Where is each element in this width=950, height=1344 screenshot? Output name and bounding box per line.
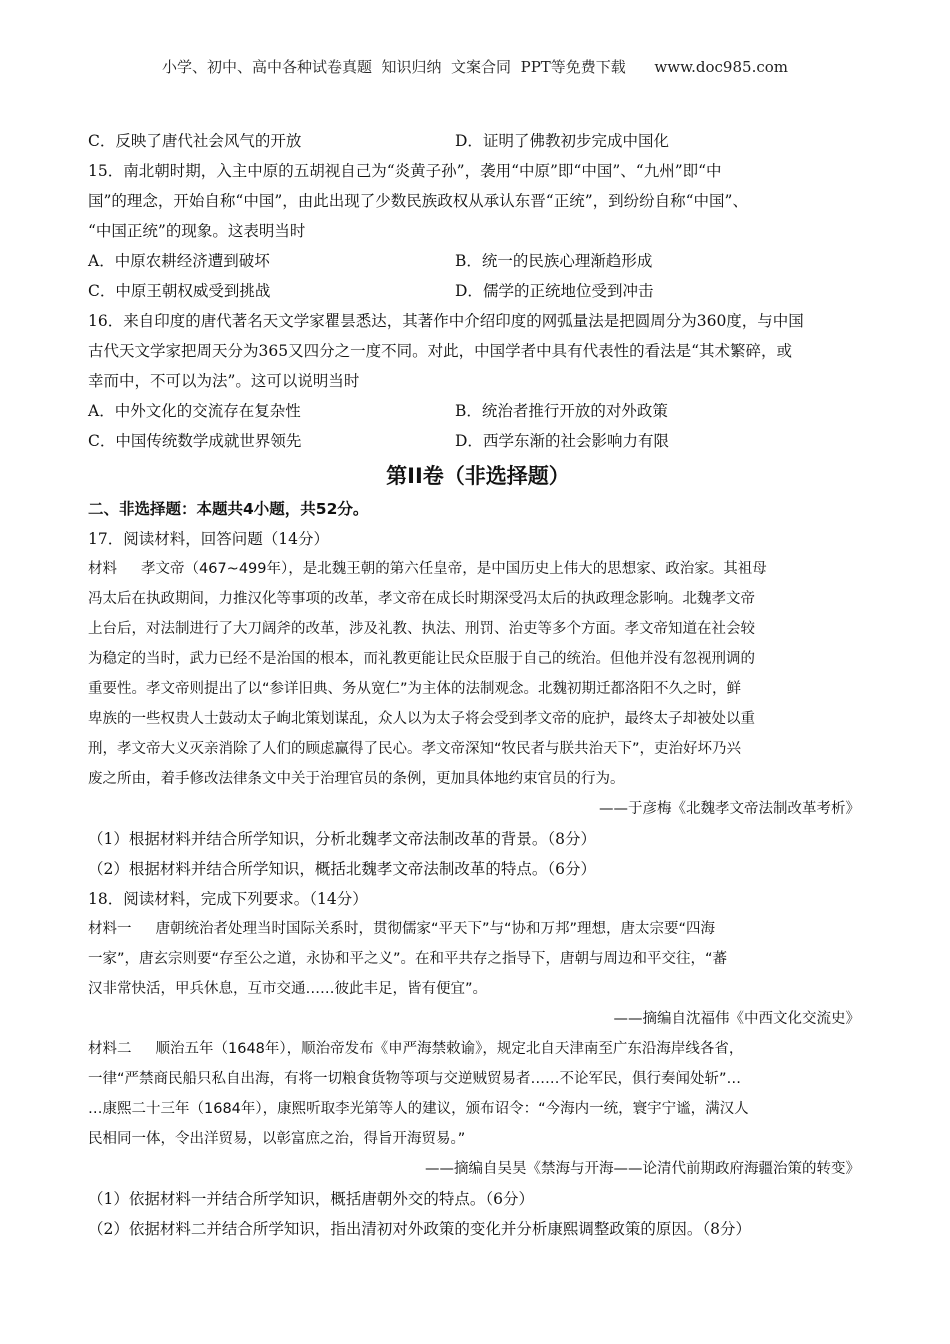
q16-options-row: [88, 426, 868, 456]
q16-option-b[interactable]: B．统治者推行开放的对外政策: [455, 402, 668, 420]
q16-options-row: [88, 396, 868, 426]
material-label: 材料: [88, 561, 117, 577]
material-label: 材料一: [88, 921, 132, 937]
q17-subquestion-1: （1）根据材料并结合所学知识，分析北魏孝文帝法制改革的背景。（8分）: [88, 830, 596, 848]
q18-material-2: [88, 1034, 868, 1154]
q15-options-row: [88, 246, 868, 276]
exam-content: [88, 126, 868, 1244]
q14-option-d[interactable]: D．证明了佛教初步完成中国化: [455, 132, 669, 150]
q17-prompt: 17．阅读材料，回答问题（14分）: [88, 530, 329, 548]
q15-options-row: [88, 276, 868, 306]
material-line: 废之所由，着手修改法律条文中关于治理官员的条例，更加具体地约束官员的行为。: [88, 771, 625, 787]
q15-option-b[interactable]: B．统一的民族心理渐趋形成: [455, 252, 653, 270]
material-line: 材料二 顺治五年（1648年），顺治帝发布《申严海禁敕谕》，规定北自天津南至广东沿海岸线各省，: [88, 1041, 744, 1057]
material-line: 为稳定的当时，武力已经不是治国的根本，而礼教更能让民众臣服于自己的统治。但他并没有忽视刑调的: [88, 651, 755, 667]
q17-source: ——于彦梅《北魏孝文帝法制改革考析》: [599, 801, 860, 817]
q14-options-row: [88, 126, 868, 156]
material-line: 民相同一体，令出洋贸易，以彰富庶之治，得旨开海贸易。”: [88, 1131, 466, 1147]
q18-material-1: [88, 914, 868, 1004]
material-line: 材料 孝文帝（467~499年），是北魏王朝的第六任皇帝，是中国历史上伟大的思想家、政治家。其祖母: [88, 561, 767, 577]
material-line: 重要性。孝文帝则提出了以“参详旧典、务从宽仁”为主体的法制观念。北魏初期迁都洛阳不久之时，鲜: [88, 681, 742, 697]
material-line: 刑，孝文帝大义灭亲消除了人们的顾虑赢得了民心。孝文帝深知“牧民者与朕共治天下”，吏治好坏乃兴: [88, 741, 742, 757]
material-line: 冯太后在执政期间，力推汉化等事项的改革，孝文帝在成长时期深受冯太后的执政理念影响。北魏孝文帝: [88, 591, 755, 607]
material-label: 材料二: [88, 1041, 132, 1057]
section-title: 第II卷（非选择题）: [386, 464, 570, 488]
material-line: 一律“严禁商民船只私自出海，有将一切粮食货物等项与交逆贼贸易者……不论军民，俱行奏闻处斩”…: [88, 1071, 742, 1087]
q15-option-a[interactable]: A．中原农耕经济遭到破坏: [88, 252, 270, 270]
q16-stem-line: 16．来自印度的唐代著名天文学家瞿昙悉达，其著作中介绍印度的网弧量法是把圆周分为360度，与中国: [88, 312, 804, 330]
q15-stem-line: 15．南北朝时期，入主中原的五胡视自己为“炎黄子孙”，袭用“中原”即“中国”、“九州”即“中: [88, 162, 722, 180]
q16-option-a[interactable]: A．中外文化的交流存在复杂性: [88, 402, 301, 420]
material-line: 卑族的一些权贵人士鼓动太子峋北策划谋乱，众人以为太子将会受到孝文帝的庇护，最终太子却被处以重: [88, 711, 755, 727]
q18-source-1: ——摘编自沈福伟《中西文化交流史》: [613, 1011, 860, 1027]
page-header: 小学、初中、高中各种试卷真题 知识归纳 文案合同 PPT等免费下载 www.doc985.com: [161, 58, 788, 76]
q15-stem-line: “中国正统”的现象。这表明当时: [88, 222, 306, 240]
q17-material: [88, 554, 868, 794]
q15-option-c[interactable]: C．中原王朝权威受到挑战: [88, 282, 271, 300]
material-line: …康熙二十三年（1684年），康熙听取李光第等人的建议，颁布诏令：“今海内一统，寰宇宁谧，满汉人: [88, 1101, 749, 1117]
q18-source-2: ——摘编自吴昊《禁海与开海——论清代前期政府海疆治策的转变》: [425, 1161, 860, 1177]
q16-option-c[interactable]: C．中国传统数学成就世界领先: [88, 432, 302, 450]
q18-prompt: 18．阅读材料，完成下列要求。（14分）: [88, 890, 368, 908]
q16-stem-line: 古代天文学家把周天分为365又四分之一度不同。对此，中国学者中具有代表性的看法是“其术繁碎，或: [88, 342, 793, 360]
q18-subquestion-2: （2）依据材料二并结合所学知识，指出清初对外政策的变化并分析康熙调整政策的原因。（8分）: [88, 1220, 751, 1238]
q15-stem-line: 国”的理念，开始自称“中国”，由此出现了少数民族政权从承认东晋“正统”，到纷纷自称“中国”、: [88, 192, 748, 210]
q15-option-d[interactable]: D．儒学的正统地位受到冲击: [455, 282, 654, 300]
material-line: 材料一 唐朝统治者处理当时国际关系时，贯彻儒家“平天下”与“协和万邦”理想，唐太宗要“四海: [88, 921, 716, 937]
q17-subquestion-2: （2）根据材料并结合所学知识，概括北魏孝文帝法制改革的特点。（6分）: [88, 860, 596, 878]
q14-option-c[interactable]: C．反映了唐代社会风气的开放: [88, 132, 302, 150]
material-line: 一家”，唐玄宗则要“存至公之道，永协和平之义”。在和平共存之指导下，唐朝与周边和平交往，“蕃: [88, 951, 728, 967]
q16-stem-line: 幸而中，不可以为法”。这可以说明当时: [88, 372, 360, 390]
material-line: 上台后，对法制进行了大刀阔斧的改革，涉及礼教、执法、刑罚、治吏等多个方面。孝文帝知道在社会较: [88, 621, 755, 637]
q16-option-d[interactable]: D．西学东渐的社会影响力有限: [455, 432, 669, 450]
part-heading: 二、非选择题：本题共4小题，共52分。: [88, 500, 369, 518]
material-line: 汉非常快活，甲兵休息，互市交通……彼此丰足，皆有便宜”。: [88, 981, 488, 997]
q18-subquestion-1: （1）依据材料一并结合所学知识，概括唐朝外交的特点。（6分）: [88, 1190, 534, 1208]
